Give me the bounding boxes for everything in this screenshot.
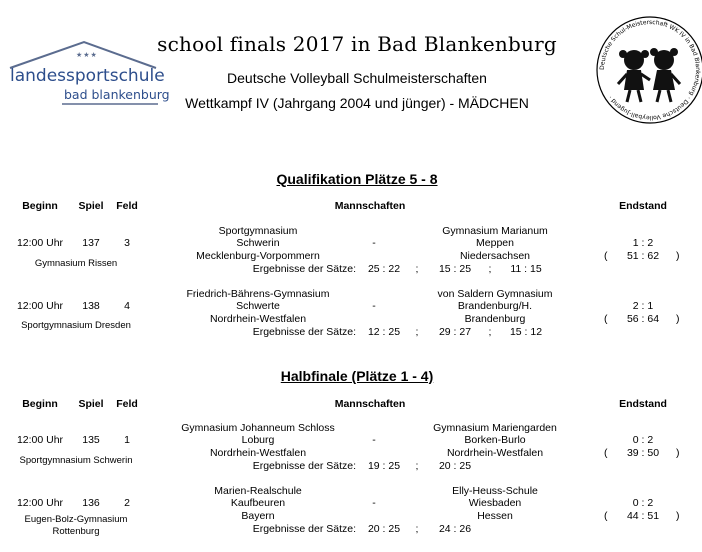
set-sep-1: ; <box>415 460 419 472</box>
set-sep-2: ; <box>488 263 492 275</box>
team1-state: Mecklenburg-Vorpommern <box>196 250 320 262</box>
match-number: 136 <box>82 497 100 509</box>
page-subtitle: Deutsche Volleyball Schulmeisterschaften <box>227 70 487 86</box>
set-result-2: 29 : 27 <box>438 326 472 338</box>
points-total: 51 : 62 <box>626 250 660 262</box>
final-score: 2 : 1 <box>632 300 654 312</box>
final-score: 0 : 2 <box>632 434 654 446</box>
set-result-1: 20 : 25 <box>367 523 401 535</box>
col-beginn: Beginn <box>22 398 58 410</box>
set-sep-1: ; <box>415 263 419 275</box>
team2-name: Elly-Heuss-Schule <box>452 485 538 497</box>
set-result-1: 12 : 25 <box>367 326 401 338</box>
paren-open: ( <box>604 510 608 522</box>
vs-dash: - <box>372 497 376 509</box>
svg-text:Deutsche Schul-Meisterschaft W <box>599 19 701 121</box>
col-feld: Feld <box>116 398 138 410</box>
set-result-1: 19 : 25 <box>367 460 401 472</box>
final-score: 1 : 2 <box>632 237 654 249</box>
set-results-label: Ergebnisse der Sätze: <box>252 523 356 535</box>
match-host-city: Rottenburg <box>52 526 100 537</box>
col-feld: Feld <box>116 200 138 212</box>
team1-city: Schwerin <box>236 237 280 249</box>
team2-city: Meppen <box>476 237 514 249</box>
set-sep-1: ; <box>415 326 419 338</box>
col-mannschaften: Mannschaften <box>334 398 406 410</box>
paren-open: ( <box>604 313 608 325</box>
set-sep-1: ; <box>415 523 419 535</box>
logo-stars: ★★★ <box>76 52 98 59</box>
team1-state: Nordrhein-Westfalen <box>209 313 307 325</box>
set-sep-2: ; <box>488 326 492 338</box>
vs-dash: - <box>372 300 376 312</box>
set-result-2: 24 : 26 <box>438 523 472 535</box>
set-results-label: Ergebnisse der Sätze: <box>252 263 356 275</box>
match-number: 135 <box>82 434 100 446</box>
match-host: Gymnasium Rissen <box>34 258 118 269</box>
set-result-2: 15 : 25 <box>438 263 472 275</box>
final-score: 0 : 2 <box>632 497 654 509</box>
logo-schulmeisterschaft <box>594 14 702 126</box>
team2-city: Wiesbaden <box>468 497 522 509</box>
set-result-1: 25 : 22 <box>367 263 401 275</box>
match-time: 12:00 Uhr <box>16 300 64 312</box>
team2-city: Borken-Burlo <box>464 434 526 446</box>
team2-city: Brandenburg/H. <box>457 300 533 312</box>
match-time: 12:00 Uhr <box>16 237 64 249</box>
logo-landessportschule <box>4 38 170 108</box>
paren-open: ( <box>604 447 608 459</box>
vs-dash: - <box>372 434 376 446</box>
team2-name: von Saldern Gymnasium <box>437 288 553 300</box>
set-results-label: Ergebnisse der Sätze: <box>252 460 356 472</box>
team2-state: Hessen <box>477 510 513 522</box>
section-title-qualifikation: Qualifikation Plätze 5 - 8 <box>276 171 438 187</box>
match-host: Sportgymnasium Schwerin <box>19 455 133 466</box>
seal-ring-text: Deutsche Schul-Meisterschaft WK IV in Bad Blankenburg · Deutsche Volleyball-Jugend · <box>598 18 702 122</box>
match-time: 12:00 Uhr <box>16 497 64 509</box>
col-endstand: Endstand <box>619 200 667 212</box>
match-field: 1 <box>124 434 130 446</box>
points-total: 56 : 64 <box>626 313 660 325</box>
team1-name: Gymnasium Johanneum Schloss <box>181 422 335 434</box>
set-result-3: 11 : 15 <box>510 263 542 275</box>
logo-line2: bad blankenburg <box>64 87 170 102</box>
logo-line1: landessportschule <box>10 66 165 86</box>
team1-name: Sportgymnasium <box>218 225 298 237</box>
page-title: school finals 2017 in Bad Blankenburg <box>157 32 557 56</box>
set-result-2: 20 : 25 <box>438 460 472 472</box>
team1-city: Loburg <box>241 434 275 446</box>
section-title-halbfinale: Halbfinale (Plätze 1 - 4) <box>280 368 434 384</box>
match-host: Sportgymnasium Dresden <box>21 320 131 331</box>
team1-city: Kaufbeuren <box>230 497 286 509</box>
vs-dash: - <box>372 237 376 249</box>
set-result-3: 15 : 12 <box>509 326 543 338</box>
col-mannschaften: Mannschaften <box>334 200 406 212</box>
paren-close: ) <box>676 313 680 325</box>
set-results-label: Ergebnisse der Sätze: <box>252 326 356 338</box>
paren-open: ( <box>604 250 608 262</box>
col-beginn: Beginn <box>22 200 58 212</box>
team2-state: Niedersachsen <box>459 250 531 262</box>
team2-name: Gymnasium Marianum <box>442 225 548 237</box>
match-field: 2 <box>124 497 130 509</box>
match-host: Eugen-Bolz-Gymnasium <box>24 514 128 525</box>
col-spiel: Spiel <box>78 200 104 212</box>
team1-name: Marien-Realschule <box>214 485 302 497</box>
match-field: 3 <box>124 237 130 249</box>
points-total: 39 : 50 <box>626 447 660 459</box>
paren-close: ) <box>676 250 680 262</box>
match-number: 137 <box>82 237 100 249</box>
col-endstand: Endstand <box>619 398 667 410</box>
team1-state: Nordrhein-Westfalen <box>209 447 307 459</box>
match-time: 12:00 Uhr <box>16 434 64 446</box>
paren-close: ) <box>676 447 680 459</box>
team2-name: Gymnasium Mariengarden <box>433 422 557 434</box>
points-total: 44 : 51 <box>626 510 660 522</box>
team2-state: Brandenburg <box>464 313 526 325</box>
paren-close: ) <box>676 510 680 522</box>
match-field: 4 <box>124 300 130 312</box>
team1-city: Schwerte <box>236 300 280 312</box>
match-number: 138 <box>82 300 100 312</box>
team1-name: Friedrich-Bährens-Gymnasium <box>186 288 330 300</box>
team1-state: Bayern <box>241 510 275 522</box>
col-spiel: Spiel <box>78 398 104 410</box>
team2-state: Nordrhein-Westfalen <box>446 447 544 459</box>
children-seal-icon <box>594 14 702 126</box>
competition-heading: Wettkampf IV (Jahrgang 2004 und jünger) - MÄDCHEN <box>185 95 529 111</box>
